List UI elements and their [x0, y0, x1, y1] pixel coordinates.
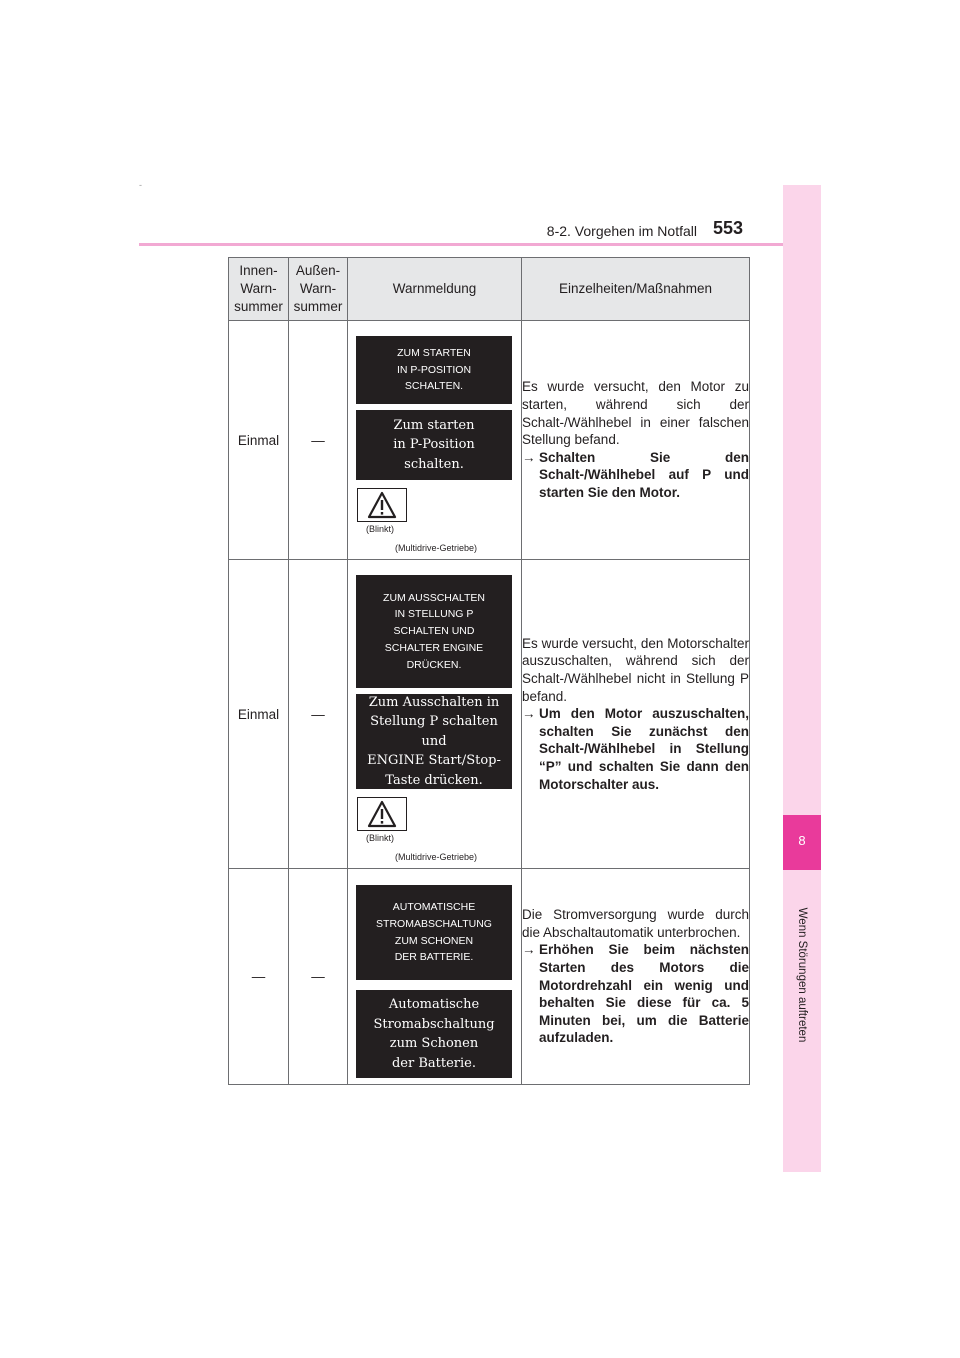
display-message-lower: Zum Ausschalten in Stellung P schalten und ENGINE Start/Stop- Taste drücken. — [356, 694, 512, 789]
action-text: Erhöhen Sie beim nächsten Starten des Motors die Motordrehzahl ein wenig und behalten Sie diese für ca. 5 Minuten bei, um die Batterie aufzuladen. — [539, 942, 749, 1046]
page-number: 553 — [713, 218, 744, 238]
details-cell — [522, 560, 750, 869]
header-einzelheiten: Einzelheiten/Maßnahmen — [522, 258, 750, 321]
transmission-note: (Multidrive-Getriebe) — [394, 543, 478, 553]
innen-buzzer-cell: Einmal — [229, 321, 289, 560]
details-action — [522, 941, 749, 1047]
details-cell — [522, 321, 750, 560]
table-row — [229, 321, 750, 560]
display-message-upper: ZUM AUSSCHALTEN IN STELLUNG P SCHALTEN UND SCHALTER ENGINE DRÜCKEN. — [356, 575, 512, 688]
warning-message-cell — [348, 869, 522, 1085]
blink-label: (Blinkt) — [366, 524, 395, 534]
details-action — [522, 705, 749, 793]
details-cell — [522, 869, 750, 1085]
details-description: Es wurde versucht, den Motor zu starten, während sich der Schalt-/Wählhebel in einer falschen Stellung befand. — [522, 379, 749, 448]
arrow-icon: → — [522, 449, 536, 465]
table-row — [229, 560, 750, 869]
corner-mark: - — [139, 180, 142, 190]
warning-message-cell — [348, 560, 522, 869]
header-warnmeldung: Warnmeldung — [348, 258, 522, 321]
details-description: Es wurde versucht, den Motorschalter auszuschalten, während sich der Schalt-/Wählhebel nicht in Stellung P befand. — [522, 635, 749, 704]
innen-buzzer-cell: — — [229, 869, 289, 1085]
transmission-note: (Multidrive-Getriebe) — [394, 852, 478, 862]
warning-table — [228, 257, 750, 1085]
warning-message-cell — [348, 321, 522, 560]
warning-triangle-icon — [357, 488, 407, 522]
display-message-lower: Zum starten in P-Position schalten. — [356, 410, 512, 480]
table-row — [229, 869, 750, 1085]
aussen-buzzer-cell: — — [289, 560, 348, 869]
table-header-row — [229, 258, 750, 321]
blink-label: (Blinkt) — [366, 833, 395, 843]
aussen-buzzer-cell: — — [289, 869, 348, 1085]
display-message-lower: Automatische Stromabschaltung zum Schonen der Batterie. — [356, 990, 512, 1078]
arrow-icon: → — [522, 706, 536, 722]
details-action — [522, 449, 749, 502]
details-description: Die Stromversorgung wurde durch die Abschaltautomatik unterbrochen. — [522, 907, 749, 940]
header-rule — [139, 243, 821, 246]
display-message-upper: AUTOMATISCHE STROMABSCHALTUNG ZUM SCHONEN DER BATTERIE. — [356, 885, 512, 980]
action-text: Um den Motor auszuschalten, schalten Sie zunächst den Schalt-/Wählhebel in Stellung “P” und schalten Sie dann den Motorschalter aus. — [539, 706, 749, 792]
chapter-number-box — [783, 815, 821, 870]
arrow-icon: → — [522, 942, 536, 958]
display-message-upper: ZUM STARTEN IN P-POSITION SCHALTEN. — [356, 336, 512, 404]
innen-buzzer-cell: Einmal — [229, 560, 289, 869]
chapter-title: Wenn Störungen auftreten — [796, 907, 808, 1043]
aussen-buzzer-cell: — — [289, 321, 348, 560]
header-innen-warnsummer: Innen- Warn- summer — [229, 258, 289, 321]
chapter-number: 8 — [798, 833, 806, 848]
warning-triangle-icon — [357, 797, 407, 831]
section-title: 8-2. Vorgehen im Notfall — [546, 223, 697, 239]
action-text: Schalten Sie den Schalt-/Wählhebel auf P und starten Sie den Motor. — [539, 449, 749, 500]
header-aussen-warnsummer: Außen- Warn- summer — [289, 258, 348, 321]
